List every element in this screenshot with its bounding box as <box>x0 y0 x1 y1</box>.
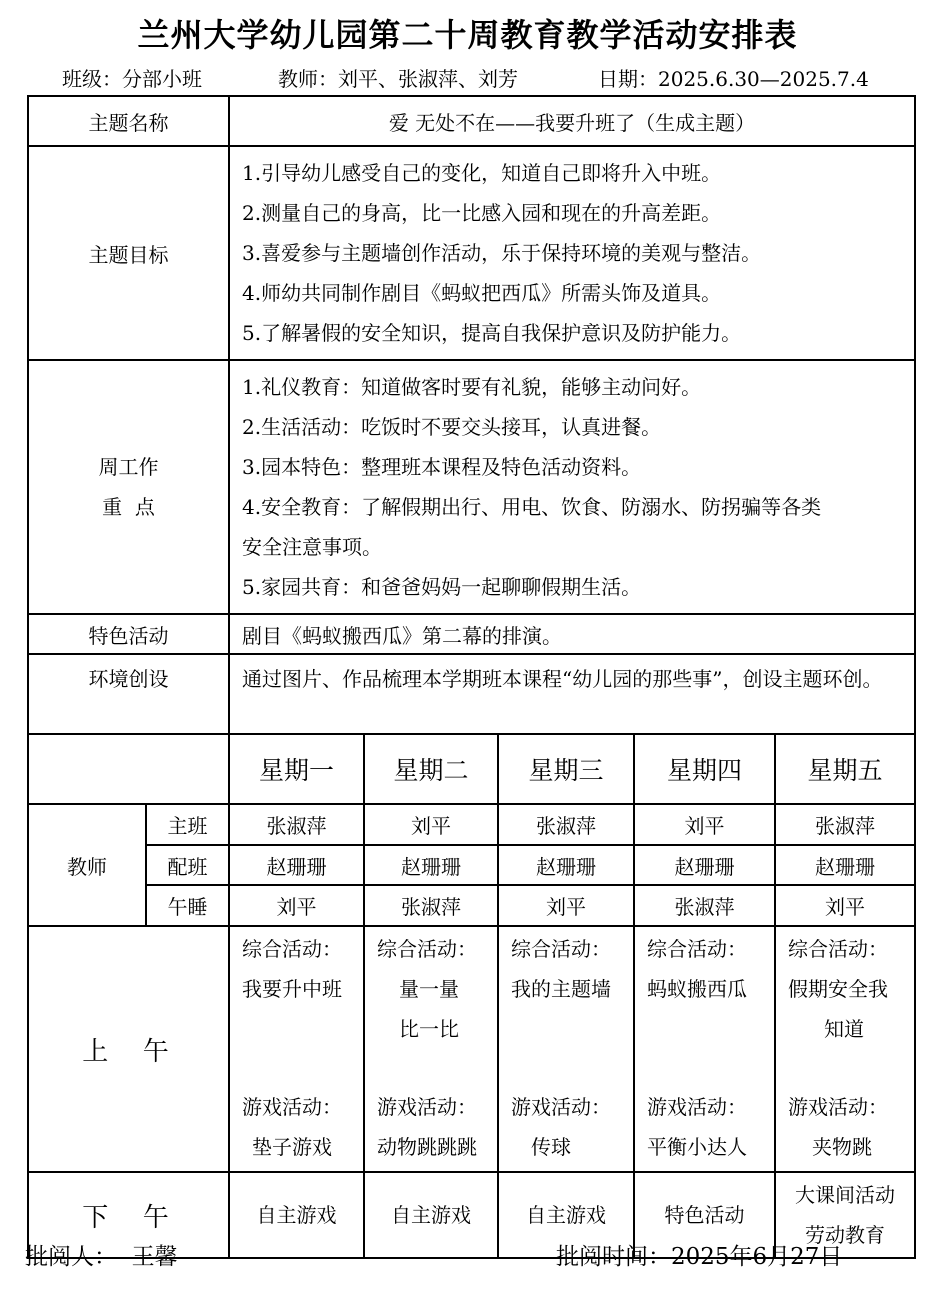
game-activity: 垫子游戏 <box>252 1135 332 1159</box>
focus-item: 2.生活活动：吃饭时不要交头接耳，认真进餐。 <box>242 415 662 439</box>
days-corner <box>28 734 229 804</box>
teacher-name: 张淑萍 <box>498 804 634 845</box>
focus-item: 4.安全教育：了解假期出行、用电、饮食、防溺水、防拐骗等各类 <box>242 495 822 519</box>
game-label: 游戏活动： <box>242 1095 342 1119</box>
morning-cell <box>498 926 634 1172</box>
goals-list <box>229 146 915 360</box>
game-block <box>788 1087 888 1167</box>
game-activity: 平衡小达人 <box>647 1135 747 1159</box>
goal-item: 5.了解暑假的安全知识，提高自我保护意识及防护能力。 <box>242 321 742 345</box>
game-activity: 动物跳跳跳 <box>377 1135 477 1159</box>
theme-row <box>28 96 915 146</box>
game-activity: 传球 <box>531 1135 571 1159</box>
game-label: 游戏活动： <box>377 1095 477 1119</box>
environment-value: 通过图片、作品梳理本学期班本课程“幼儿园的那些事”，创设主题环创。 <box>229 654 915 734</box>
afternoon-activity: 大课间活动 <box>795 1183 895 1207</box>
morning-row <box>28 926 915 1172</box>
focus-label-line2: 重 点 <box>102 495 155 519</box>
teacher-row-main <box>28 804 915 845</box>
integrated-label: 综合活动： <box>788 937 888 961</box>
game-block <box>511 1087 611 1167</box>
feature-label: 特色活动 <box>28 614 229 654</box>
feature-value: 剧目《蚂蚁搬西瓜》第二幕的排演。 <box>229 614 915 654</box>
game-activity: 夹物跳 <box>812 1135 872 1159</box>
afternoon-activity: 特色活动 <box>664 1203 745 1227</box>
goals-label: 主题目标 <box>28 146 229 360</box>
goals-row <box>28 146 915 360</box>
teacher-row-nap <box>28 885 915 926</box>
teacher-name: 刘平 <box>364 804 498 845</box>
game-label: 游戏活动： <box>511 1095 611 1119</box>
teacher-name: 刘平 <box>229 885 364 926</box>
teachers-info: 教师：刘平、张淑萍、刘芳 <box>278 67 518 91</box>
integrated-label: 综合活动： <box>242 937 342 961</box>
class-info: 班级：分部小班 <box>62 67 202 91</box>
teacher-name: 张淑萍 <box>634 885 775 926</box>
days-row <box>28 734 915 804</box>
day-tuesday: 星期二 <box>364 734 498 804</box>
afternoon-label: 下 午 <box>28 1172 229 1258</box>
afternoon-activity: 自主游戏 <box>526 1203 606 1227</box>
day-wednesday: 星期三 <box>498 734 634 804</box>
integrated-label: 综合活动： <box>511 937 611 961</box>
feature-row <box>28 614 915 654</box>
teacher-name: 刘平 <box>634 804 775 845</box>
morning-cell <box>775 926 915 1172</box>
teacher-label: 教师 <box>28 804 146 926</box>
focus-row <box>28 360 915 614</box>
morning-label: 上 午 <box>28 926 229 1172</box>
integrated-activity: 蚂蚁搬西瓜 <box>647 977 747 1001</box>
afternoon-cell <box>229 1172 364 1258</box>
teacher-name: 赵珊珊 <box>634 845 775 885</box>
teacher-name: 刘平 <box>775 885 915 926</box>
day-friday: 星期五 <box>775 734 915 804</box>
integrated-label: 综合活动： <box>647 937 747 961</box>
integrated-activity: 比一比 <box>399 1017 459 1041</box>
game-block <box>242 1087 342 1167</box>
teacher-name: 张淑萍 <box>364 885 498 926</box>
theme-value: 爱 无处不在——我要升班了（生成主题） <box>229 96 915 146</box>
focus-item: 安全注意事项。 <box>242 535 382 559</box>
environment-row <box>28 654 915 734</box>
morning-cell <box>229 926 364 1172</box>
teacher-name: 赵珊珊 <box>775 845 915 885</box>
goal-item: 4.师幼共同制作剧目《蚂蚁把西瓜》所需头饰及道具。 <box>242 281 722 305</box>
reviewer: 批阅人： 王馨 <box>25 1244 178 1270</box>
teacher-name: 赵珊珊 <box>229 845 364 885</box>
afternoon-activity: 劳动教育 <box>805 1223 885 1247</box>
integrated-activity: 知道 <box>824 1017 864 1041</box>
role-label: 午睡 <box>146 885 229 926</box>
game-block <box>377 1087 477 1167</box>
day-thursday: 星期四 <box>634 734 775 804</box>
theme-label: 主题名称 <box>28 96 229 146</box>
integrated-activity: 我要升中班 <box>242 977 342 1001</box>
teacher-name: 赵珊珊 <box>364 845 498 885</box>
game-label: 游戏活动： <box>788 1095 888 1119</box>
role-label: 配班 <box>146 845 229 885</box>
teacher-name: 刘平 <box>498 885 634 926</box>
focus-item: 1.礼仪教育：知道做客时要有礼貌，能够主动问好。 <box>242 375 702 399</box>
focus-item: 3.园本特色：整理班本课程及特色活动资料。 <box>242 455 642 479</box>
goal-item: 2.测量自己的身高，比一比感入园和现在的升高差距。 <box>242 201 722 225</box>
integrated-activity: 我的主题墙 <box>511 977 611 1001</box>
day-monday: 星期一 <box>229 734 364 804</box>
teacher-name: 张淑萍 <box>775 804 915 845</box>
schedule-table <box>27 95 916 1259</box>
page-title: 兰州大学幼儿园第二十周教育教学活动安排表 <box>137 16 798 54</box>
teacher-name: 赵珊珊 <box>498 845 634 885</box>
morning-cell <box>634 926 775 1172</box>
integrated-activity: 量一量 <box>399 977 459 1001</box>
focus-label <box>28 360 229 614</box>
goal-item: 3.喜爱参与主题墙创作活动，乐于保持环境的美观与整洁。 <box>242 241 762 265</box>
date-info: 日期：2025.6.30—2025.7.4 <box>598 67 869 91</box>
afternoon-cell <box>364 1172 498 1258</box>
review-time: 批阅时间：2025年6月27日 <box>556 1244 843 1270</box>
integrated-activity: 假期安全我 <box>788 977 888 1001</box>
game-label: 游戏活动： <box>647 1095 747 1119</box>
afternoon-activity: 自主游戏 <box>256 1203 337 1227</box>
role-label: 主班 <box>146 804 229 845</box>
focus-label-line1: 周工作 <box>98 455 159 479</box>
teacher-row-assist <box>28 845 915 885</box>
focus-item: 5.家园共育：和爸爸妈妈一起聊聊假期生活。 <box>242 575 642 599</box>
teacher-name: 张淑萍 <box>229 804 364 845</box>
game-block <box>647 1087 747 1167</box>
goal-item: 1.引导幼儿感受自己的变化，知道自己即将升入中班。 <box>242 161 722 185</box>
morning-cell <box>364 926 498 1172</box>
afternoon-activity: 自主游戏 <box>391 1203 471 1227</box>
environment-label: 环境创设 <box>28 654 229 734</box>
focus-list <box>229 360 915 614</box>
integrated-label: 综合活动： <box>377 937 477 961</box>
